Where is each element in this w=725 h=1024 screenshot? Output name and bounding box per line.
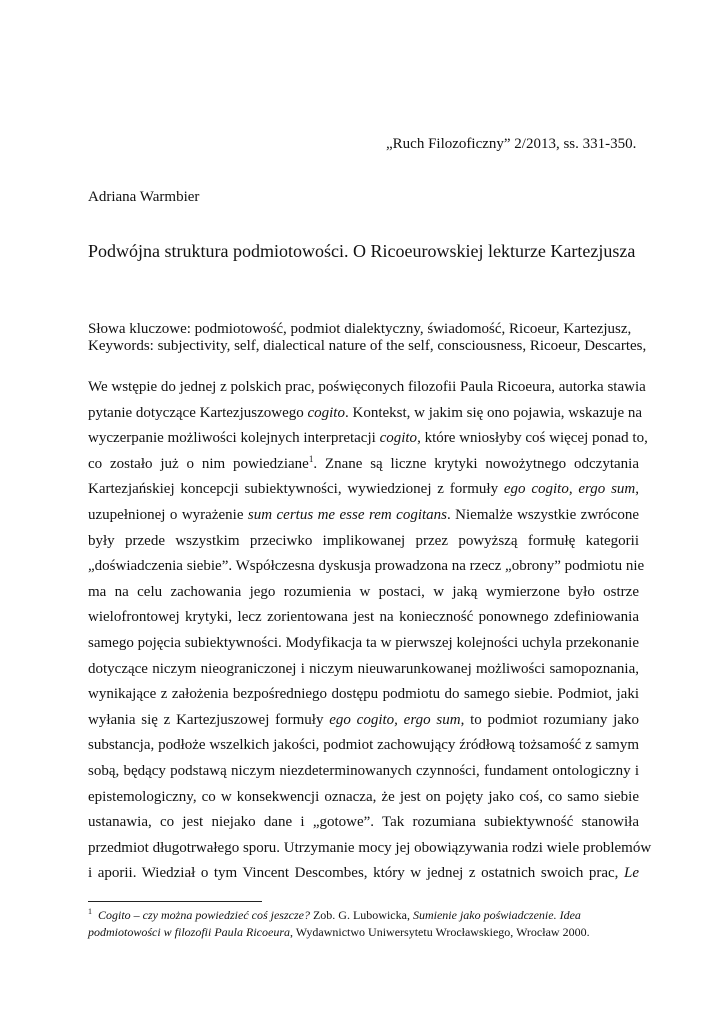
text-run: . Niemalże wszystkie zwrócone (447, 506, 639, 523)
italic-text: Sumienie jako poświadczenie. Idea (412, 908, 581, 922)
body-line (88, 375, 646, 401)
italic-text: cogito (307, 404, 345, 421)
italic-text: podmiotowości w filozofii Paula Ricoeura (88, 925, 290, 939)
text-run: samego pojęcia subiektywności. Modyfikacja ta w pierwszej kolejności uchyla przekonanie (88, 634, 639, 651)
italic-text: sum certus me esse rem cogitans (247, 506, 447, 523)
text-run: pytanie dotyczące Kartezjuszowego (88, 404, 308, 421)
body-line (88, 785, 639, 811)
body-line (88, 580, 639, 606)
body-line (88, 605, 639, 631)
footnote-separator (88, 901, 262, 902)
journal-citation: „Ruch Filozoficzny” 2/2013, ss. 331-350. (386, 136, 637, 152)
body-line (88, 631, 639, 657)
body-line (88, 861, 639, 887)
body-line (88, 657, 639, 683)
text-run: , które wniosłyby coś więcej ponad to, (417, 430, 648, 447)
text-run: dotyczące niczym nieograniczonej i niczym nieuwarunkowanej możliwości samopoznania, (88, 660, 639, 677)
italic-text: cogito (379, 430, 418, 447)
italic-text: ego cogito, ergo sum (329, 711, 461, 728)
text-run: wyłania się z Kartezjuszowej formuły (88, 711, 330, 728)
italic-text: ego cogito, ergo sum (503, 481, 636, 498)
text-run: . Kontekst, w jakim się ono pojawia, wskazuje na (344, 404, 643, 421)
text-run: wyczerpanie możliwości kolejnych interpretacji (88, 430, 380, 447)
body-line (88, 682, 639, 708)
text-run: „doświadczenia siebie”. Współczesna dyskusja prowadzona na rzecz „obrony” podmiotu nie (88, 558, 645, 575)
body-line (88, 554, 645, 580)
keywords-english: Keywords: subjectivity, self, dialectical nature of the self, consciousness, Ricoeur, Descartes, (88, 338, 647, 354)
text-run: , (635, 481, 639, 498)
text-run: i aporii. Wiedział o tym Vincent Descombes, który w jednej z ostatnich swoich prac, (88, 865, 624, 882)
text-run: . Znane są liczne krytyki nowożytnego odczytania (313, 455, 639, 472)
footnote-ref: 1 (308, 453, 314, 464)
text-run: ustanawia, co jest niejako dane i „gotowe”. Tak rozumiana subiektywność stanowiła (88, 814, 639, 831)
body-line (88, 426, 648, 452)
text-run: Kartezjańskiej koncepcji subiektywności, wywiedzionej z formuły (88, 481, 504, 498)
italic-text: Cogito – czy można powiedzieć coś jeszcze? (98, 908, 310, 922)
text-run: ma na celu zachowania jego rozumienia w postaci, w jaką wymierzone było ostrze (88, 583, 639, 600)
footnote-line (88, 924, 639, 941)
keywords-block (88, 321, 648, 355)
body-line (88, 529, 639, 555)
text-run: co zostało już o nim powiedziane (88, 455, 309, 472)
body-line (88, 477, 639, 503)
text-run: Zob. G. Lubowicka, (309, 908, 413, 922)
article-title: Podwójna struktura podmiotowości. O Ricoeurowskiej lekturze Kartezjusza (88, 241, 636, 261)
footnote-line (88, 907, 639, 924)
body-line (88, 452, 639, 478)
body-line (88, 503, 639, 529)
body-line (88, 810, 639, 836)
body-line (88, 759, 639, 785)
footnote (88, 907, 639, 941)
text-run: , Wydawnictwo Uniwersytetu Wrocławskiego, Wrocław 2000. (290, 925, 590, 939)
text-run: We wstępie do jednej z polskich prac, poświęconych filozofii Paula Ricoeura, autorka stawia (88, 379, 646, 395)
body-line (88, 401, 643, 427)
text-run: przedmiot długotrwałego sporu. Utrzymanie mocy jej obowiązywania rodzi wiele problemów (88, 839, 652, 856)
text-run: epistemologiczny, co w konsekwencji oznacza, że jest on pojęty jako coś, co samo siebie (88, 788, 639, 805)
body-line (88, 836, 652, 862)
italic-text: Le (624, 865, 639, 882)
body-line (88, 733, 639, 759)
text-run: wynikające z założenia bezpośredniego dostępu podmiotu do samego siebie. Podmiot, jaki (88, 686, 639, 703)
footnote-number: 1 (88, 907, 92, 916)
body-line (88, 708, 639, 734)
text-run: były przede wszystkim przeciwko implikowanej przez powyższą formułę kategorii (88, 532, 639, 549)
text-run: , to podmiot rozumiany jako (460, 711, 640, 728)
text-run: sobą, będący podstawą niczym niezdeterminowanych czynności, fundament ontologiczny i (88, 762, 639, 779)
keywords-polish: Słowa kluczowe: podmiotowość, podmiot dialektyczny, świadomość, Ricoeur, Kartezjusz, (88, 321, 632, 337)
author-name: Adriana Warmbier (88, 189, 200, 205)
text-run: uzupełnionej o wyrażenie (88, 506, 248, 523)
text-run: substancja, podłoże wszelkich jakości, podmiot zachowujący źródłową tożsamość z samym (88, 737, 639, 754)
text-run: wielofrontowej krytyki, lecz zorientowana jest na konieczność ponownego zdefiniowania (88, 609, 639, 626)
body-paragraph (88, 375, 652, 887)
